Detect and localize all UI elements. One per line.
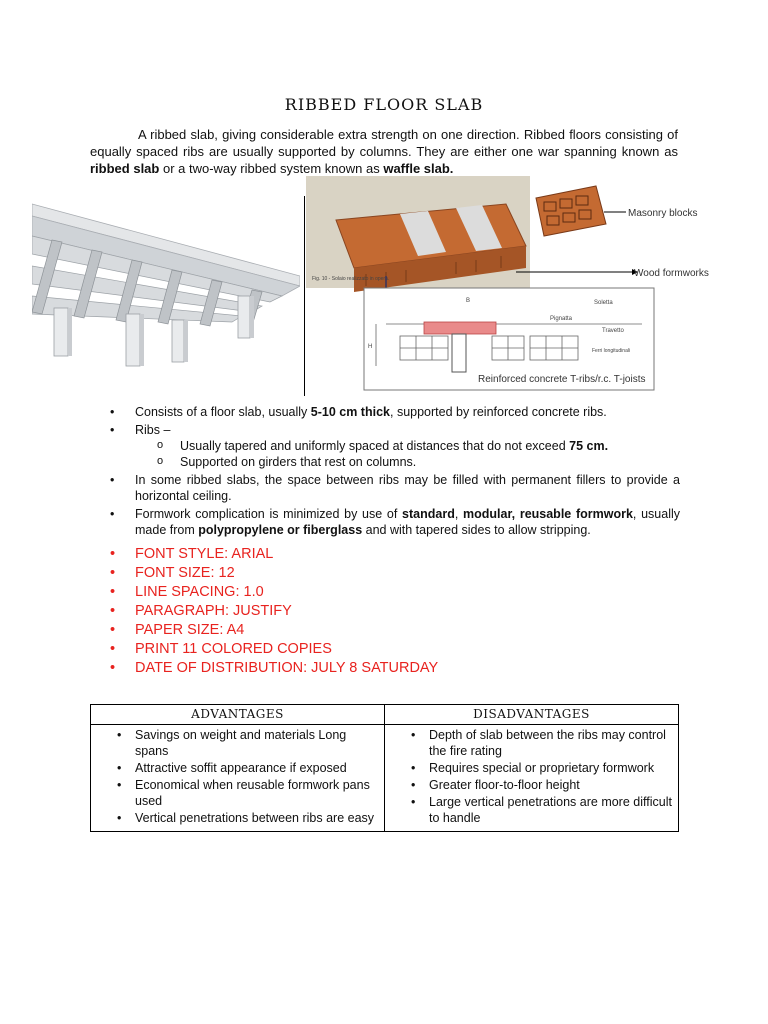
ribbed-slab-section-diagram (306, 176, 736, 400)
instruction-item: • PARAGRAPH: JUSTIFY (90, 602, 438, 621)
intro-paragraph: A ribbed slab, giving considerable extra strength on one direction. Ribbed floors consisting of equally spaced ribs are usually supported by columns. They are either one war spanning known as ribbed slab or a two-way ribbed system known as waffle slab. (90, 127, 678, 176)
list-item: • Consists of a floor slab, usually 5-10 cm thick, supported by reinforced concrete ribs. (90, 404, 680, 420)
label-b: B (466, 298, 471, 304)
list-item: • Formwork complication is minimized by use of standard, modular, reusable formwork, usually made from polypropylene or fiberglass and with tapered sides to allow stripping. (90, 506, 680, 538)
formatting-instructions-list (90, 545, 438, 678)
advantages-header: ADVANTAGES (91, 705, 385, 725)
instruction-item: • FONT SIZE: 12 (90, 564, 438, 583)
instruction-item: • PAPER SIZE: A4 (90, 621, 438, 640)
label-h: H (368, 344, 373, 350)
ribbed-slab-3d-illustration (32, 196, 300, 392)
ribs-sublist (135, 438, 680, 470)
advantages-cell (91, 725, 385, 832)
instruction-item: • FONT STYLE: ARIAL (90, 545, 438, 564)
label-rc-t-ribs: Reinforced concrete T-ribs/r.c. T-joists (478, 374, 646, 385)
page-title: RIBBED FLOOR SLAB (284, 95, 484, 114)
figure-caption: Fig. 10 - Solaio realizzato in opera. (312, 276, 390, 282)
disadvantage-item: • Greater floor-to-floor height (385, 777, 672, 793)
label-soletta: Soletta (594, 300, 613, 306)
advantage-item: • Savings on weight and materials Long spans (91, 727, 378, 759)
disadvantage-item: • Depth of slab between the ribs may control the fire rating (385, 727, 672, 759)
label-masonry-blocks: Masonry blocks (628, 208, 698, 219)
label-travetto: Travetto (602, 328, 624, 334)
list-item: • In some ribbed slabs, the space between ribs may be filled with permanent fillers to provide a horizontal ceiling. (90, 472, 680, 504)
description-list (90, 404, 680, 540)
advantage-item: • Vertical penetrations between ribs are easy (91, 810, 378, 826)
disadvantage-item: • Large vertical penetrations are more difficult to handle (385, 794, 672, 826)
advantage-item: • Attractive soffit appearance if exposed (91, 760, 378, 776)
advantages-disadvantages-table (90, 704, 679, 832)
advantage-item: • Economical when reusable formwork pans used (91, 777, 378, 809)
disadvantages-header: DISADVANTAGES (385, 705, 679, 725)
label-ferri: Ferri longitudinali (592, 348, 631, 354)
label-pignatta: Pignatta (550, 316, 573, 322)
sub-list-item: o Usually tapered and uniformly spaced at distances that do not exceed 75 cm. (135, 438, 680, 454)
disadvantage-item: • Requires special or proprietary formwork (385, 760, 672, 776)
instruction-item: • LINE SPACING: 1.0 (90, 583, 438, 602)
sub-list-item: o Supported on girders that rest on columns. (135, 454, 680, 470)
figure-divider-line (304, 196, 305, 396)
disadvantages-cell (385, 725, 679, 832)
instruction-item: • PRINT 11 COLORED COPIES (90, 640, 438, 659)
list-item: • Ribs – o Usually tapered and uniformly spaced at distances that do not exceed 75 cm. o Supported on girders that rest on columns. (90, 422, 680, 470)
label-wood-formworks: Wood formworks (634, 268, 709, 279)
instruction-item: • DATE OF DISTRIBUTION: JULY 8 SATURDAY (90, 659, 438, 678)
